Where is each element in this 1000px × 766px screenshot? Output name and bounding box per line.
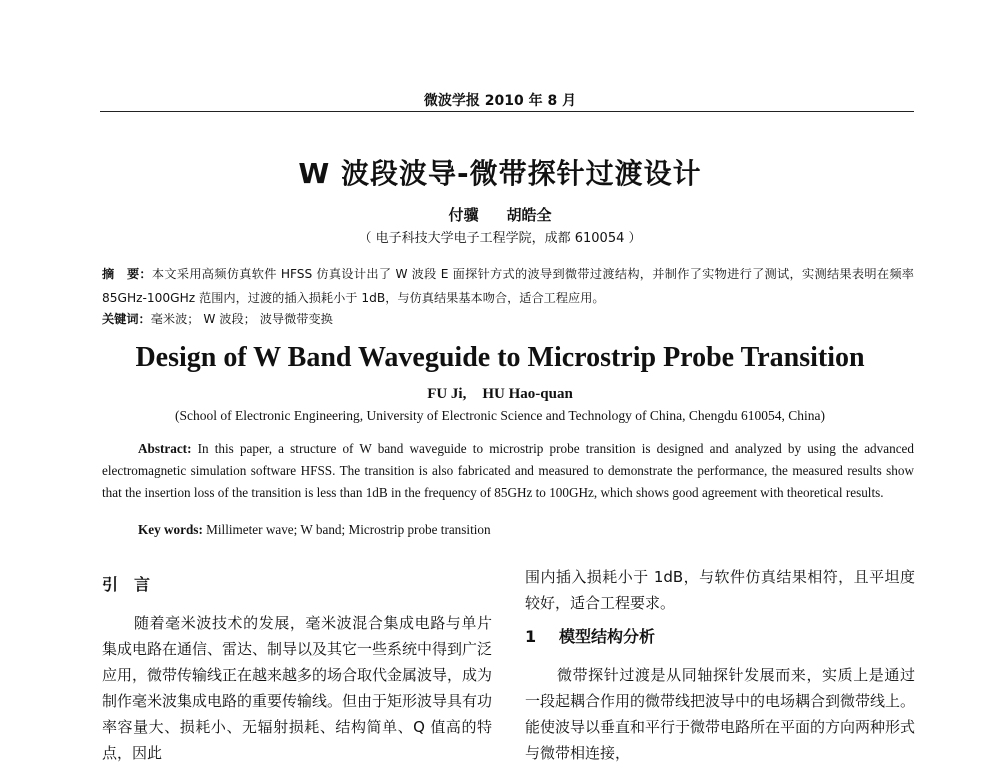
chinese-title: W 波段波导-微带探针过渡设计	[298, 157, 702, 190]
english-abstract-text: In this paper, a structure of W band waveguide to microstrip probe transition is designed and analyzed by using the advanced electromagnetic simulation software HFSS. The transition is also fabricated and measured to demonstrate the performance, the measured results show that the insertion loss of the transition is less than 1dB in the frequency of 85GHz to 100GHz, which shows good agreement with theoretical results.	[102, 441, 914, 500]
section-1-paragraph: 微带探针过渡是从同轴探针发展而来，实质上是通过一段起耦合作用的微带线把波导中的电场耦合到微带线上。能使波导以垂直和平行于微带电路所在平面的方向两种形式与微带相连接，	[525, 666, 916, 762]
chinese-abstract-label: 摘 要：	[102, 267, 152, 281]
section-1-number: 1	[525, 627, 537, 646]
chinese-keywords-label: 关键词：	[102, 312, 151, 326]
chinese-abstract-text: 本文采用高频仿真软件 HFSS 仿真设计出了 W 波段 E 面探针方式的波导到微带过渡结构，并制作了实物进行了测试，实测结果表明在频率 85GHz-100GHz 范围内，过渡的插入损耗小于 1dB，与仿真结果基本吻合，适合工程应用。	[102, 267, 914, 305]
english-title: Design of W Band Waveguide to Microstrip Probe Transition	[135, 342, 865, 373]
english-authors	[0, 386, 1000, 403]
chinese-keywords-text: 毫米波； W 波段； 波导微带变换	[150, 312, 333, 326]
english-keywords-text: Millimeter wave; W band; Microstrip probe transition	[202, 522, 491, 537]
author-1: 付骥	[448, 206, 479, 224]
en-author-2: HU Hao-quan	[482, 386, 573, 402]
english-keywords	[138, 522, 914, 538]
right-continuation: 围内插入损耗小于 1dB，与软件仿真结果相符，且平坦度较好，适合工程要求。	[525, 568, 915, 612]
journal-header: 微波学报 2010 年 8 月	[423, 93, 577, 109]
intro-paragraph: 随着毫米波技术的发展，毫米波混合集成电路与单片集成电路在通信、雷达、制导以及其它一些系统中得到广泛应用，微带传输线正在越来越多的场合取代金属波导，成为制作毫米波集成电路的重要传输线。但由于矩形波导具有功率容量大、损耗小、无辐射损耗、结构简单、Q 值高的特点，因此	[102, 614, 493, 762]
english-keywords-label: Key words:	[138, 522, 203, 537]
section-1-heading	[525, 624, 915, 650]
chinese-abstract	[102, 262, 914, 310]
en-author-1: FU Ji,	[427, 386, 467, 402]
intro-heading: 引 言	[102, 575, 151, 594]
header-rule	[100, 111, 914, 112]
english-abstract-label: Abstract:	[138, 441, 192, 456]
section-1-title: 模型结构分析	[559, 627, 656, 646]
english-abstract	[102, 438, 914, 504]
chinese-authors	[0, 204, 1000, 225]
chinese-keywords	[102, 310, 914, 327]
left-column	[102, 572, 492, 766]
chinese-affiliation: （ 电子科技大学电子工程学院，成都 610054 ）	[358, 231, 642, 246]
right-column	[525, 564, 915, 766]
english-affiliation: (School of Electronic Engineering, University of Electronic Science and Technology of China, Chengdu 610054, China)	[174, 408, 826, 423]
author-2: 胡皓全	[506, 206, 552, 224]
